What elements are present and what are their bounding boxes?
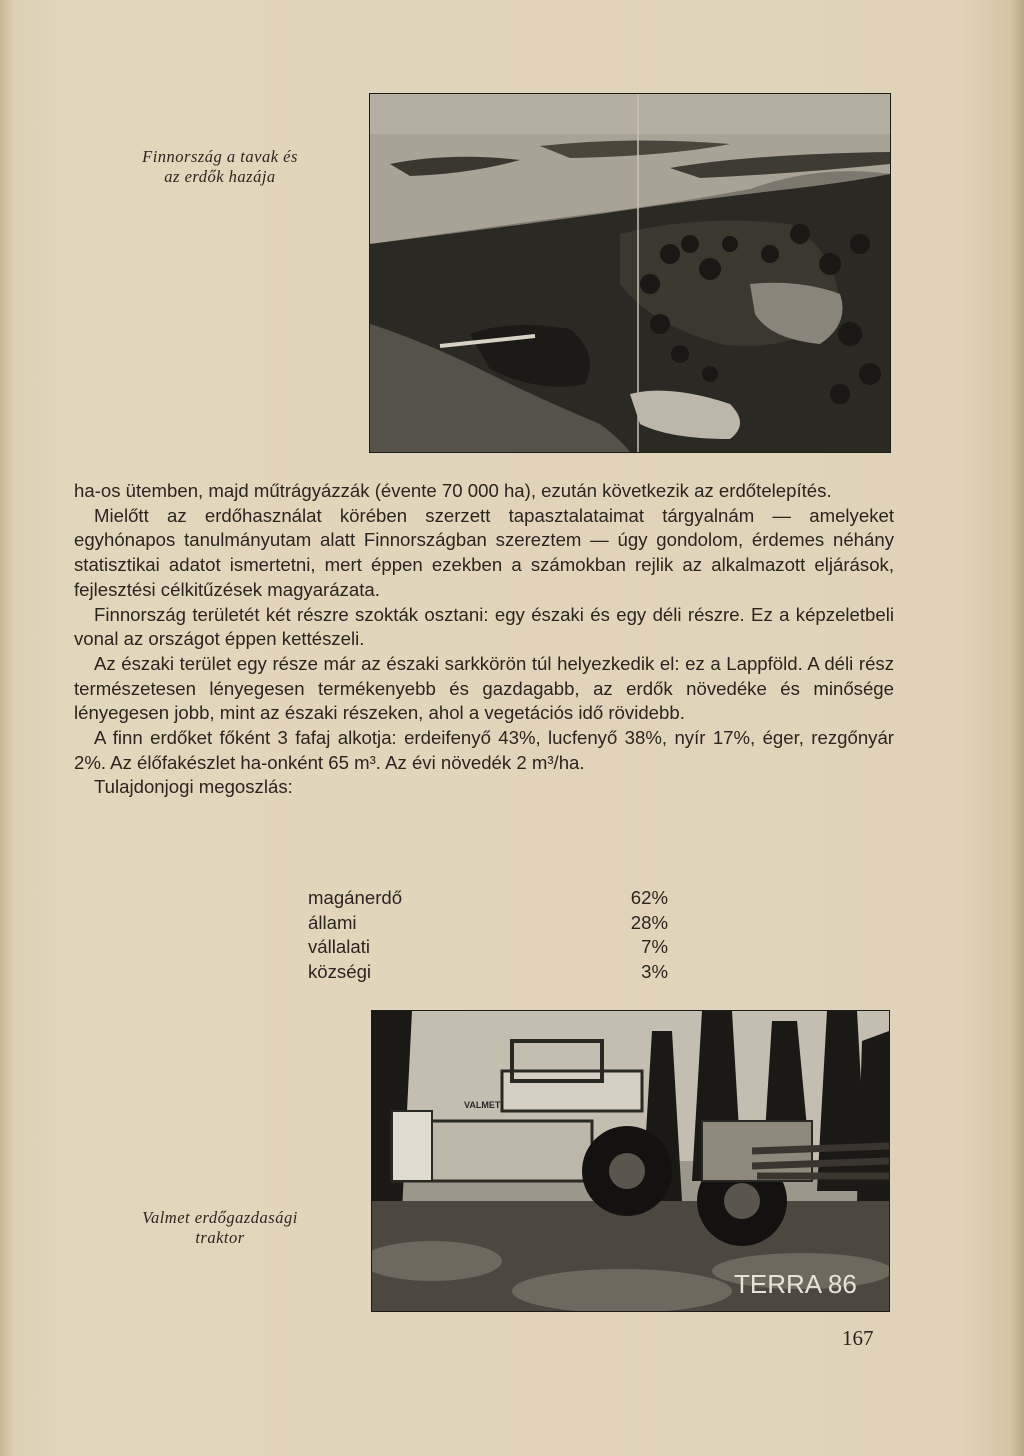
ownership-value: 7% xyxy=(641,936,668,957)
top-caption-line2: az erdők hazája xyxy=(164,167,276,186)
ownership-label: vállalati xyxy=(308,936,371,957)
page-number: 167 xyxy=(842,1326,874,1350)
paragraph-4: Az északi terület egy része már az északi sarkkörön túl helyezkedik el: ez a Lappföld. A déli rész természetesen lényegesen termékenyebb és gazdagabb, az erdők növedéke és minősége lényegesen jobb, mint az északi részeken, ahol a vegetációs idő rövidebb. xyxy=(74,652,894,724)
top-photo-caption xyxy=(100,147,340,187)
ownership-table xyxy=(308,886,668,984)
bottom-caption-line2: traktor xyxy=(195,1228,245,1247)
paragraph-2: Mielőtt az erdőhasználat körében szerzett tapasztalataimat tárgyalnám — amelyeket egyhónapos tanulmányutam alatt Finnországban szereztem — úgy gondolom, érdemes néhány statisztikai adatot ismertetni, mert éppen ezekben a számokban rejlik az alkalmazott eljárások, fejlesztési célkitűzések magyarázata. xyxy=(74,504,894,600)
bottom-caption-line1: Valmet erdőgazdasági xyxy=(142,1208,298,1227)
body-text xyxy=(74,479,894,800)
ownership-label: állami xyxy=(308,911,357,933)
ownership-label: községi xyxy=(308,960,372,982)
paragraph-6: Tulajdonjogi megoszlás: xyxy=(94,776,293,798)
ownership-row xyxy=(308,886,668,911)
tractor-brand-label: VALMET xyxy=(464,1100,501,1110)
bottom-photo-caption xyxy=(100,1208,340,1248)
paragraph-3: Finnország területét két részre szokták osztani: egy északi és egy déli részre. Ez a képzeletbeli vonal az országot éppen kettészeli. xyxy=(74,603,894,650)
ownership-row xyxy=(308,960,668,985)
ownership-row xyxy=(308,911,668,936)
ownership-value: 28% xyxy=(630,911,668,933)
ownership-value: 3% xyxy=(641,960,668,982)
paragraph-5: A finn erdőket főként 3 fafaj alkotja: erdeifenyő 43%, lucfenyő 38%, nyír 17%, éger, rezgőnyár 2%. Az élőfakészlet ha-onként 65 m³. Az évi növedék 2 m³/ha. xyxy=(74,727,894,773)
lake-forest-photo xyxy=(369,93,891,453)
ownership-value: 62% xyxy=(630,887,668,908)
ownership-row xyxy=(308,935,668,960)
ownership-label: magánerdő xyxy=(308,887,403,908)
tractor-model-label: TERRA 86 xyxy=(734,1269,857,1299)
top-caption-line1: Finnország a tavak és xyxy=(142,147,298,166)
tractor-photo xyxy=(371,1010,890,1312)
paragraph-1: ha-os ütemben, majd műtrágyázzák (évente 70 000 ha), ezután következik az erdőtelepítés. xyxy=(74,480,832,501)
